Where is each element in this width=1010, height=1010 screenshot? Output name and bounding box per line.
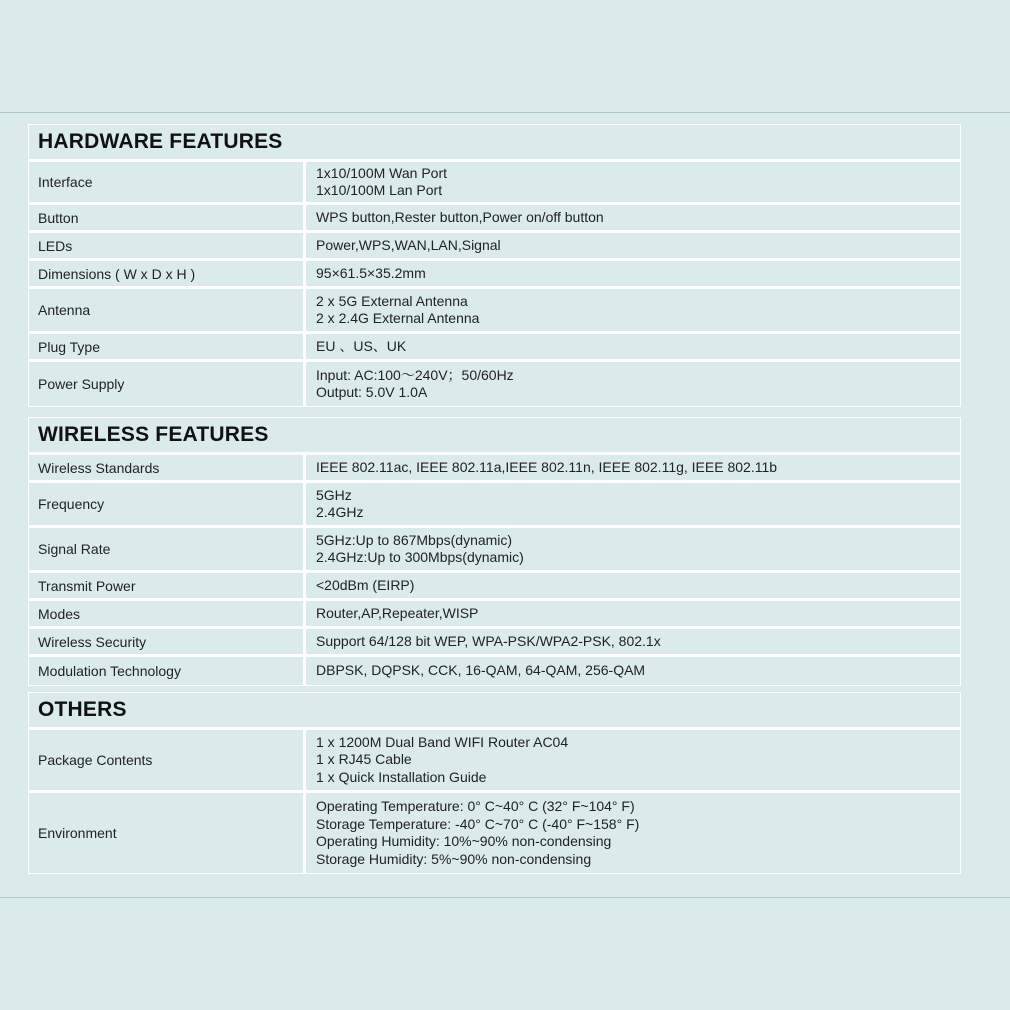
spec-value <box>306 362 960 406</box>
spec-label: Package Contents <box>29 730 306 790</box>
spec-value <box>306 261 960 286</box>
spec-value-line: Router,AP,Repeater,WISP <box>316 604 479 621</box>
spec-value-line: IEEE 802.11ac, IEEE 802.11a,IEEE 802.11n, IEEE 802.11g, IEEE 802.11b <box>316 458 778 475</box>
spec-label: Power Supply <box>29 362 306 406</box>
spec-value-line: DBPSK, DQPSK, CCK, 16-QAM, 64-QAM, 256-QAM <box>316 662 646 679</box>
others-section <box>28 692 961 874</box>
spec-value-line: 1x10/100M Lan Port <box>316 182 443 198</box>
spec-table <box>29 730 960 873</box>
spec-value <box>306 730 960 790</box>
spec-value <box>306 205 960 230</box>
spec-value-line: Operating Temperature: 0° C~40° C (32° F~104° F) <box>316 798 635 814</box>
spec-value-line: 1 x 1200M Dual Band WIFI Router AC04 <box>316 733 569 750</box>
spec-value <box>306 528 960 570</box>
spec-row <box>29 657 960 685</box>
spec-label: LEDs <box>29 233 306 258</box>
spec-row <box>29 455 960 483</box>
spec-label: Signal Rate <box>29 528 306 570</box>
spec-label: Modes <box>29 601 306 626</box>
spec-value-line: 1 x RJ45 Cable <box>316 751 412 768</box>
spec-value-line: 2 x 5G External Antenna <box>316 292 468 309</box>
spec-value-line: Input: AC:100～240V；50/60Hz <box>316 366 514 383</box>
spec-value-line: EU 、US、UK <box>316 337 407 354</box>
bottom-divider-line <box>0 897 1010 898</box>
spec-value-line: 5GHz:Up to 867Mbps(dynamic) <box>316 531 513 548</box>
spec-value-line: Output: 5.0V 1.0A <box>316 384 428 400</box>
spec-value <box>306 483 960 525</box>
spec-value <box>306 455 960 480</box>
spec-label: Frequency <box>29 483 306 525</box>
spec-value <box>306 573 960 598</box>
spec-label: Plug Type <box>29 334 306 359</box>
spec-value-line: 95×61.5×35.2mm <box>316 264 426 281</box>
spec-value-line: Storage Humidity: 5%~90% non-condensing <box>316 850 592 867</box>
spec-value-line: Support 64/128 bit WEP, WPA-PSK/WPA2-PSK, 802.1x <box>316 632 661 649</box>
spec-label: Environment <box>29 793 306 873</box>
spec-label: Interface <box>29 162 306 202</box>
spec-row <box>29 528 960 573</box>
spec-label: Button <box>29 205 306 230</box>
spec-row <box>29 205 960 233</box>
spec-row <box>29 601 960 629</box>
spec-row <box>29 233 960 261</box>
spec-value <box>306 601 960 626</box>
spec-label: Wireless Standards <box>29 455 306 480</box>
section-title: WIRELESS FEATURES <box>29 418 960 455</box>
spec-row <box>29 629 960 657</box>
spec-value <box>306 657 960 685</box>
spec-value <box>306 233 960 258</box>
spec-value-line: 2.4GHz:Up to 300Mbps(dynamic) <box>316 549 524 565</box>
spec-row <box>29 793 960 873</box>
spec-value-line: Storage Temperature: -40° C~70° C (-40° F~158° F) <box>316 815 640 832</box>
spec-value <box>306 334 960 359</box>
spec-value-line: 2 x 2.4G External Antenna <box>316 310 480 326</box>
spec-row <box>29 730 960 793</box>
spec-label: Antenna <box>29 289 306 331</box>
spec-value <box>306 162 960 202</box>
hardware-features-section <box>28 124 961 407</box>
spec-value-line: WPS button,Rester button,Power on/off button <box>316 208 604 225</box>
spec-value-line: 2.4GHz <box>316 504 364 520</box>
spec-table <box>29 455 960 685</box>
spec-row <box>29 334 960 362</box>
spec-row <box>29 162 960 205</box>
spec-label: Wireless Security <box>29 629 306 654</box>
spec-row <box>29 289 960 334</box>
spec-label: Modulation Technology <box>29 657 306 685</box>
spec-value-line: <20dBm (EIRP) <box>316 576 415 593</box>
spec-label: Dimensions ( W x D x H ) <box>29 261 306 286</box>
spec-row <box>29 483 960 528</box>
section-title: OTHERS <box>29 693 960 730</box>
spec-value-line: 5GHz <box>316 486 352 503</box>
spec-row <box>29 573 960 601</box>
spec-row <box>29 261 960 289</box>
section-title: HARDWARE FEATURES <box>29 125 960 162</box>
spec-value-line: Operating Humidity: 10%~90% non-condensing <box>316 833 612 849</box>
spec-value <box>306 793 960 873</box>
spec-value-line: 1x10/100M Wan Port <box>316 164 447 181</box>
spec-value <box>306 289 960 331</box>
spec-row <box>29 362 960 406</box>
spec-value-line: 1 x Quick Installation Guide <box>316 768 487 785</box>
top-divider-line <box>0 112 1010 113</box>
spec-value-line: Power,WPS,WAN,LAN,Signal <box>316 236 501 253</box>
spec-table <box>29 162 960 406</box>
spec-label: Transmit Power <box>29 573 306 598</box>
spec-value <box>306 629 960 654</box>
wireless-features-section <box>28 417 961 686</box>
